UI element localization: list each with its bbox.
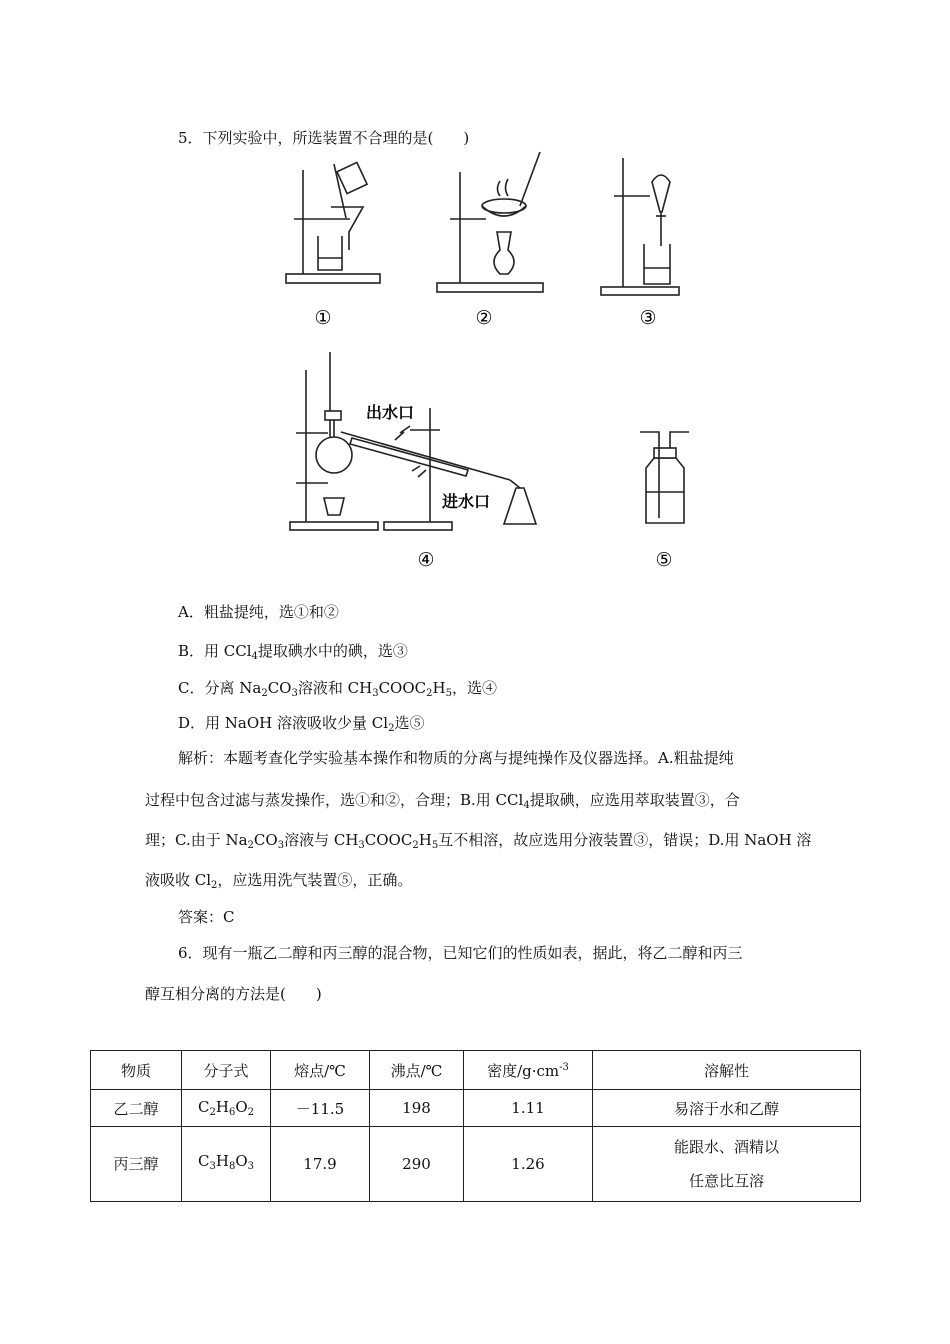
header-solubility: 溶解性 xyxy=(593,1051,861,1090)
question-6-stem-2: 醇互相分离的方法是( ) xyxy=(145,985,322,1003)
water-out-label: 出水口 xyxy=(366,403,415,422)
table-row xyxy=(91,1090,861,1127)
analysis-line-2: 过程中包含过滤与蒸发操作，选①和②，合理；B.用 CCl$_4$提取碘，应选用萃取装置③，合 xyxy=(145,791,740,811)
cell-formula: $C_3H_8O_3$ xyxy=(182,1127,271,1202)
question-5-stem: 5．下列实验中，所选装置不合理的是( ) xyxy=(178,129,470,147)
cell-name: 丙三醇 xyxy=(91,1127,182,1202)
header-density: 密度$/g\cdot cm^{-3}$ xyxy=(464,1051,593,1090)
header-melting-point: 熔点/℃ xyxy=(271,1051,370,1090)
cell-melting-point: 17.9 xyxy=(271,1127,370,1202)
option-b: B．用 CCl$_4$提取碘水中的碘，选③ xyxy=(178,642,408,662)
evaporation-apparatus xyxy=(437,152,543,292)
cell-boiling-point: 198 xyxy=(370,1090,464,1127)
figure-label-5: ⑤ xyxy=(655,549,673,571)
option-c: C．分离 $Na_2CO_3$溶液和 $CH_3COOC_2H_5$，选④ xyxy=(178,679,497,699)
gas-washing-bottle xyxy=(640,432,689,523)
cell-name: 乙二醇 xyxy=(91,1090,182,1127)
table-row xyxy=(91,1127,861,1202)
cell-density: 1.26 xyxy=(464,1127,593,1202)
header-substance: 物质 xyxy=(91,1051,182,1090)
figure-label-2: ② xyxy=(475,307,493,329)
figure-label-4: ④ xyxy=(417,549,435,571)
cell-solubility: 能跟水、酒精以 任意比互溶 xyxy=(593,1127,861,1202)
filtration-apparatus xyxy=(286,162,380,283)
question-6-stem-1: 6．现有一瓶乙二醇和丙三醇的混合物，已知它们的性质如表，据此，将乙二醇和丙三 xyxy=(178,944,743,962)
answer: 答案：C xyxy=(178,908,235,926)
option-d: D．用 NaOH 溶液吸收少量 $Cl_2$选⑤ xyxy=(178,714,425,734)
cell-formula: $C_2H_6O_2$ xyxy=(182,1090,271,1127)
header-boiling-point: 沸点/℃ xyxy=(370,1051,464,1090)
distillation-apparatus xyxy=(290,352,536,530)
cell-solubility: 易溶于水和乙醇 xyxy=(593,1090,861,1127)
option-a: A．粗盐提纯，选①和② xyxy=(178,603,339,621)
figure-label-3: ③ xyxy=(639,307,657,329)
analysis-line-3: 理；C.由于 $Na_2CO_3$溶液与 $CH_3COOC_2H_5$互不相溶，故应选用分液装置③，错误；D.用 NaOH 溶 xyxy=(145,831,812,851)
apparatus-figure xyxy=(0,0,950,600)
table-header-row xyxy=(91,1051,861,1090)
header-formula: 分子式 xyxy=(182,1051,271,1090)
figure-label-1: ① xyxy=(314,307,332,329)
analysis-line-4: 液吸收 $Cl_2$，应选用洗气装置⑤，正确。 xyxy=(145,871,413,891)
properties-table xyxy=(90,1050,861,1202)
cell-melting-point: －11.5 xyxy=(271,1090,370,1127)
cell-density: 1.11 xyxy=(464,1090,593,1127)
water-in-label: 进水口 xyxy=(442,492,491,511)
separatory-funnel-apparatus xyxy=(601,158,679,295)
cell-boiling-point: 290 xyxy=(370,1127,464,1202)
analysis-line-1: 解析：本题考查化学实验基本操作和物质的分离与提纯操作及仪器选择。A.粗盐提纯 xyxy=(178,749,734,767)
